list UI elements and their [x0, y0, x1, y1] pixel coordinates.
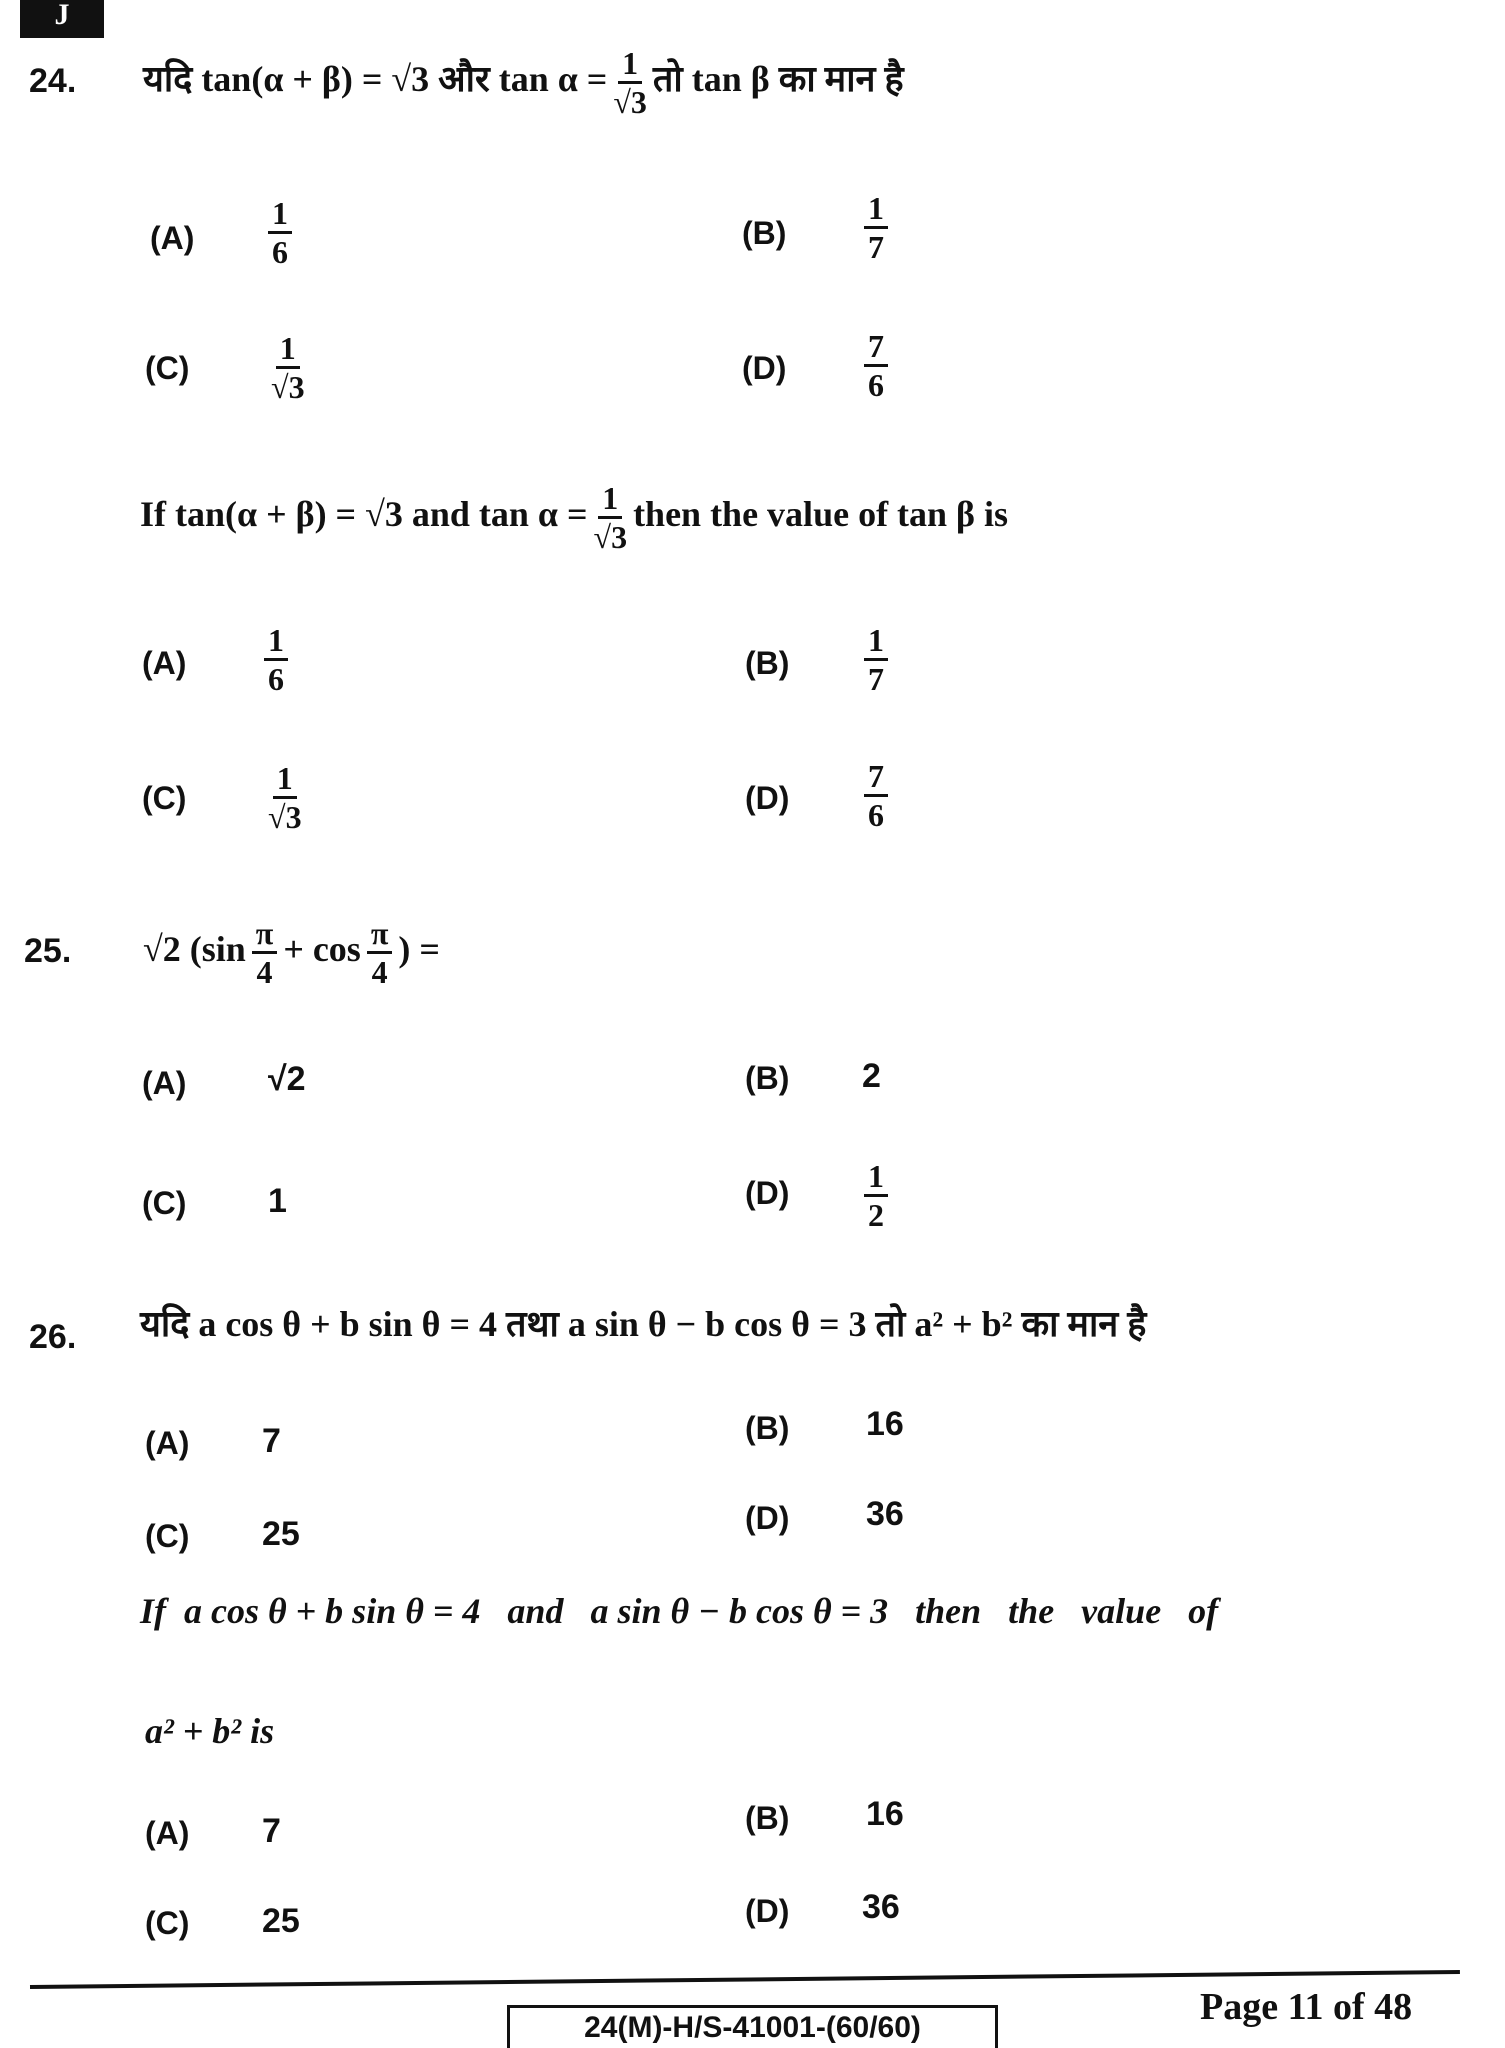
- question-26-hindi: यदि a cos θ + b sin θ = 4 तथा a sin θ − b cos θ = 3 तो a² + b² का मान है: [140, 1304, 1147, 1344]
- q26-h-option-a-label: (A): [145, 1425, 190, 1461]
- q24-e-option-c[interactable]: [262, 760, 308, 835]
- q26-e-option-a-label: (A): [145, 1815, 190, 1851]
- page-number: Page 11 of 48: [1200, 1986, 1413, 2028]
- q24-h-option-b[interactable]: [858, 190, 894, 265]
- q24-e-option-a-label: (A): [142, 645, 187, 681]
- question-number-26: 26.: [29, 1318, 77, 1356]
- q26-h-option-c-label: (C): [145, 1518, 190, 1554]
- fraction-numerator: 1: [864, 622, 888, 661]
- q26-h-option-a[interactable]: 7: [262, 1422, 281, 1460]
- q24-hindi-prefix: यदि tan(α + β) = √3 और tan α =: [143, 58, 608, 99]
- q24-h-option-c[interactable]: [265, 330, 311, 405]
- fraction-numerator: 1: [618, 45, 642, 84]
- q24-e-option-b[interactable]: [858, 622, 894, 697]
- fraction-numerator: π: [252, 915, 278, 954]
- fraction-numerator: 7: [864, 328, 888, 367]
- fraction-numerator: 1: [276, 330, 300, 369]
- question-number-25: 25.: [24, 932, 72, 970]
- fraction-numerator: 1: [273, 760, 297, 799]
- question-number-24: 24.: [29, 62, 77, 100]
- fraction-numerator: 1: [264, 622, 288, 661]
- question-24-hindi: [143, 45, 904, 120]
- question-26-english-line1: If a cos θ + b sin θ = 4 and a sin θ − b cos θ = 3 then the value of: [140, 1591, 1219, 1631]
- question-25-expression: [143, 915, 440, 990]
- q25-option-c-label: (C): [142, 1185, 187, 1221]
- expr-lead: √2 (sin: [143, 928, 246, 969]
- question-24-english: [140, 480, 1008, 555]
- q26-h-option-d-label: (D): [745, 1500, 790, 1536]
- fraction-denominator: 4: [371, 954, 388, 990]
- fraction-numerator: 1: [268, 195, 292, 234]
- fraction-denominator: 6: [268, 661, 284, 697]
- q25-option-a[interactable]: √2: [268, 1060, 306, 1098]
- q26-h-option-b[interactable]: 16: [866, 1405, 904, 1443]
- q26-h-option-b-label: (B): [745, 1410, 790, 1446]
- q26-e-option-c[interactable]: 25: [262, 1902, 300, 1940]
- q24-h-option-d-label: (D): [742, 350, 787, 386]
- fraction-denominator: 7: [868, 661, 884, 697]
- q24-h-option-d[interactable]: [858, 328, 894, 403]
- q24-h-option-a-label: (A): [150, 220, 195, 256]
- fraction-denominator: √3: [271, 369, 305, 405]
- q25-option-c[interactable]: 1: [268, 1182, 287, 1220]
- expr-tail: ) =: [398, 928, 440, 969]
- fraction-denominator: 7: [868, 229, 884, 265]
- fraction-denominator: 6: [868, 367, 884, 403]
- q24-h-option-b-label: (B): [742, 215, 787, 251]
- fraction-denominator: √3: [593, 519, 628, 555]
- q24-english-fraction: [594, 480, 628, 555]
- q25-option-b[interactable]: 2: [862, 1057, 881, 1095]
- fraction-denominator: 6: [868, 797, 884, 833]
- booklet-code-tag: J: [20, 0, 104, 38]
- q24-english-suffix: then the value of tan β is: [633, 493, 1009, 534]
- q26-e-option-d[interactable]: 36: [862, 1888, 900, 1926]
- fraction-numerator: 1: [598, 480, 622, 519]
- q24-e-option-d[interactable]: [858, 758, 894, 833]
- q26-h-option-d[interactable]: 36: [866, 1495, 904, 1533]
- q26-e-option-c-label: (C): [145, 1905, 190, 1941]
- fraction-denominator: √3: [268, 799, 302, 835]
- q24-e-option-b-label: (B): [745, 645, 790, 681]
- q24-h-option-a[interactable]: [262, 195, 298, 270]
- q26-e-option-d-label: (D): [745, 1893, 790, 1929]
- q25-option-d-label: (D): [745, 1175, 790, 1211]
- q26-e-option-b[interactable]: 16: [866, 1795, 904, 1833]
- paper-code: 24(M)-H/S-41001-(60/60): [507, 2005, 998, 2048]
- fraction-numerator: 1: [864, 1158, 888, 1197]
- fraction-denominator: 6: [272, 234, 288, 270]
- q24-hindi-suffix: तो tan β का मान है: [652, 58, 904, 99]
- fraction-denominator: √3: [613, 84, 647, 120]
- q25-option-a-label: (A): [142, 1065, 187, 1101]
- q24-e-option-a[interactable]: [258, 622, 294, 697]
- fraction-numerator: π: [367, 915, 393, 954]
- q24-english-prefix: If tan(α + β) = √3 and tan α =: [140, 493, 588, 534]
- q24-e-option-c-label: (C): [142, 780, 187, 816]
- fraction-numerator: 7: [864, 758, 888, 797]
- q25-option-b-label: (B): [745, 1060, 790, 1096]
- fraction-denominator: 4: [256, 954, 273, 990]
- q26-h-option-c[interactable]: 25: [262, 1515, 300, 1553]
- q24-h-option-c-label: (C): [145, 350, 190, 386]
- q25-option-d[interactable]: [858, 1158, 894, 1233]
- fraction-numerator: 1: [864, 190, 888, 229]
- q26-e-option-a[interactable]: 7: [262, 1812, 281, 1850]
- question-26-english-line2: a² + b² is: [145, 1711, 275, 1751]
- fraction-denominator: 2: [868, 1197, 884, 1233]
- expr-mid: + cos: [283, 928, 361, 969]
- q26-e-option-b-label: (B): [745, 1800, 790, 1836]
- q24-hindi-fraction: [613, 45, 647, 120]
- q24-e-option-d-label: (D): [745, 780, 790, 816]
